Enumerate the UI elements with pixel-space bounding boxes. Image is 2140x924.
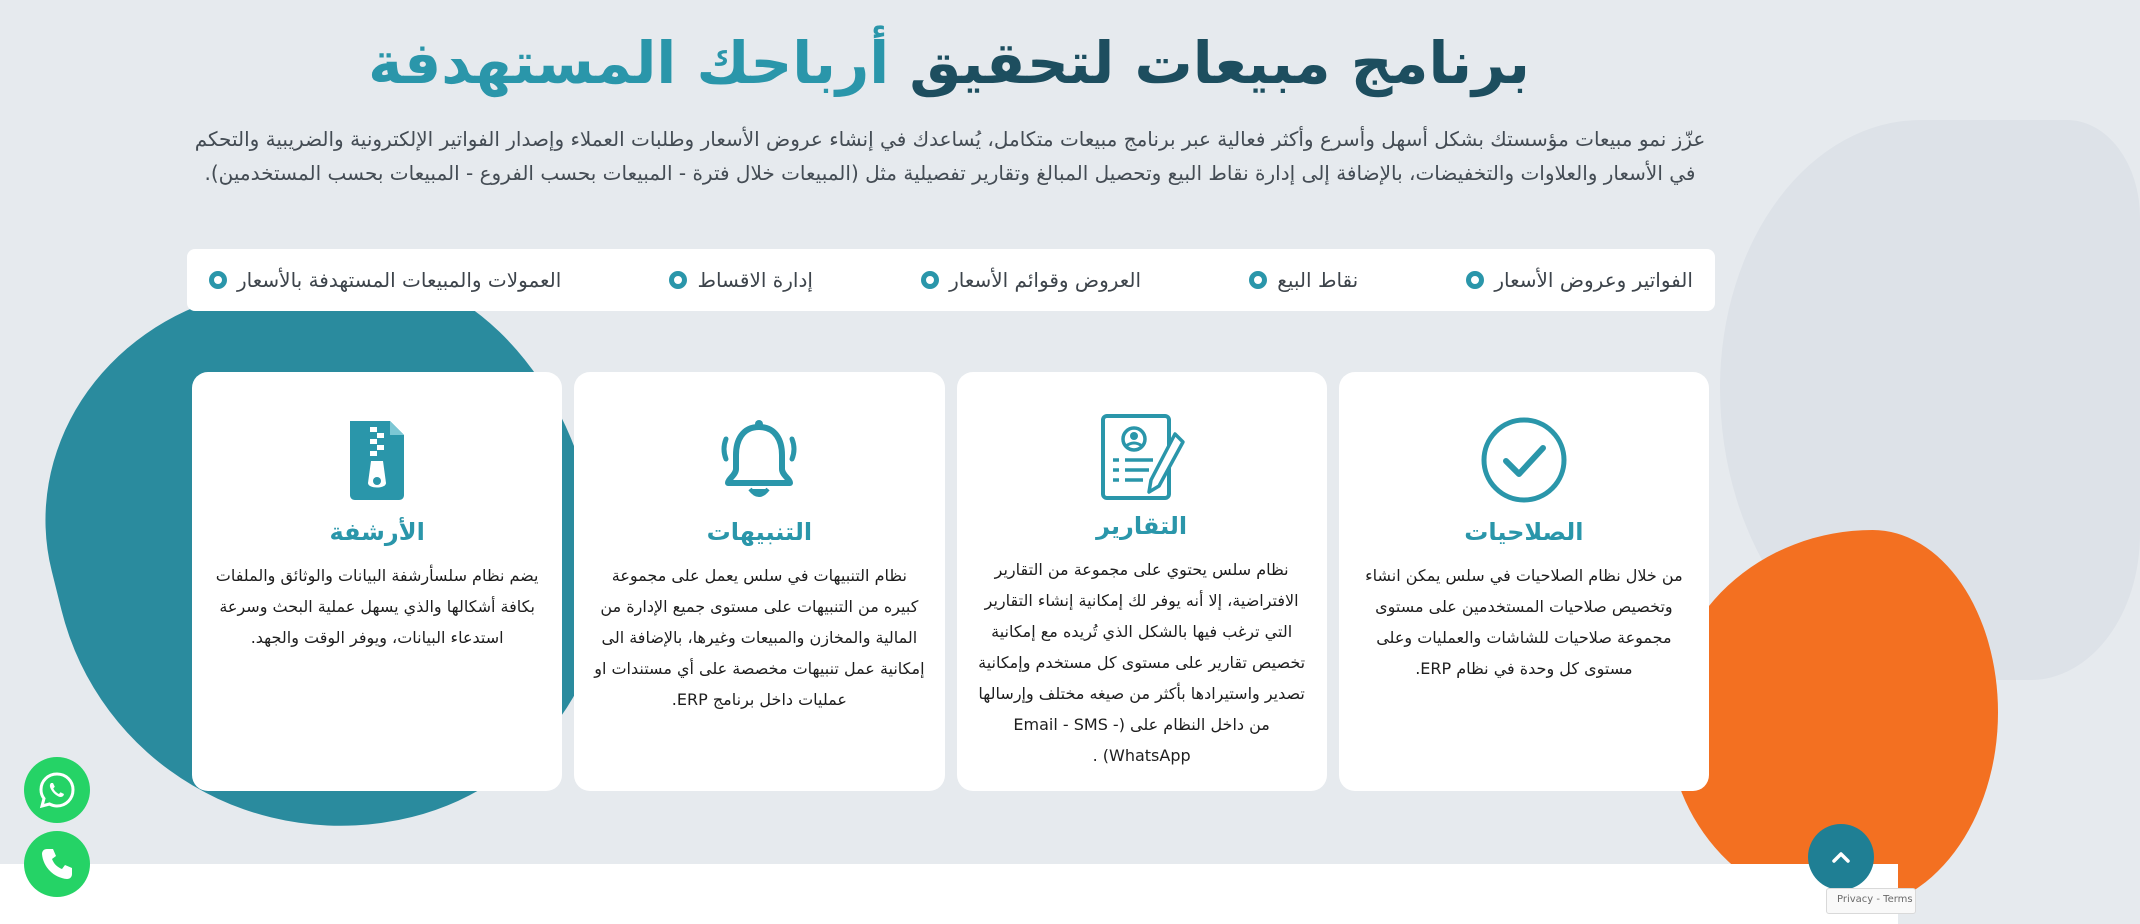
scroll-to-top-button[interactable]	[1808, 824, 1874, 890]
bullet-ring-icon	[921, 271, 939, 289]
bullet-ring-icon	[1249, 271, 1267, 289]
next-section-strip	[0, 864, 1898, 924]
card-permissions	[1339, 372, 1709, 791]
features-bar	[187, 249, 1715, 311]
page-title	[0, 26, 1898, 100]
bullet-ring-icon	[1466, 271, 1484, 289]
recaptcha-badge[interactable]	[1826, 888, 1916, 914]
whatsapp-icon	[37, 770, 77, 810]
bullet-ring-icon	[669, 271, 687, 289]
chevron-up-icon	[1827, 843, 1855, 871]
feature-item-offers[interactable]	[921, 268, 1141, 292]
feature-item-invoices[interactable]	[1466, 268, 1693, 292]
page-description: عزّز نمو مبيعات مؤسستك بشكل أسهل وأسرع وأكثر فعالية عبر برنامج مبيعات متكامل، يُساعدك في إنشاء عروض الأسعار وطلبات العملاء وإصدار الفواتير الإلكترونية والضريبية والتحكم في الأسعار والعلاوات والتخفيضات، بالإضافة إلى إدارة نقاط البيع وتحصيل المبالغ وتقارير تفصيلية مثل (المبيعات خلال فترة - المبيعات بحسب الفروع - المبيعات بحسب المستخدمين).	[194, 127, 1706, 185]
card-archiving	[192, 372, 562, 791]
check-circle-icon	[1476, 412, 1572, 508]
bell-icon	[711, 412, 807, 508]
feature-label: الفواتير وعروض الأسعار	[1494, 268, 1693, 292]
card-text: نظام التنبيهات في سلس يعمل على مجموعة كبيره من التنبيهات على مستوى جميع الإدارة من المالية والمخازن والمبيعات وغيرها، بالإضافة الى إمكانية عمل تنبيهات مخصصة على أي مستندات او عمليات داخل برنامج ERP.	[594, 566, 925, 709]
card-title: التنبيهات	[706, 518, 813, 546]
card-text: نظام سلس يحتوي على مجموعة من التقارير الافتراضية، إلا أنه يوفر لك إمكانية إنشاء التقارير التي ترغب فيها بالشكل الذي تُريده مع إمكانية تخصيص تقارير على مستوى كل مستخدم وإمكانية تصدير واستيرادها بأكثر من صيغه مختلف وإرسالها من داخل النظام على (Email - SMS - WhatsApp) .	[978, 560, 1306, 765]
card-title: الأرشفة	[329, 518, 425, 546]
page-title-accent: أرباحك المستهدفة	[368, 29, 890, 97]
bullet-ring-icon	[209, 271, 227, 289]
page-title-main: برنامج مبيعات لتحقيق	[909, 29, 1530, 97]
recaptcha-links[interactable]: Privacy - Terms	[1837, 894, 1913, 905]
whatsapp-button[interactable]	[24, 757, 90, 823]
feature-label: إدارة الاقساط	[697, 268, 813, 292]
feature-label: العمولات والمبيعات المستهدفة بالأسعار	[237, 268, 562, 292]
card-text: يضم نظام سلسأرشفة البيانات والوثائق والملفات بكافة أشكالها والذي يسهل عملية البحث وسرعة استدعاء البيانات، ويوفر الوقت والجهد.	[215, 566, 539, 647]
phone-call-button[interactable]	[24, 831, 90, 897]
feature-label: العروض وقوائم الأسعار	[949, 268, 1142, 292]
report-icon	[1094, 412, 1190, 502]
feature-label: نقاط البيع	[1277, 268, 1359, 292]
feature-item-commissions[interactable]	[209, 268, 561, 292]
feature-cards	[192, 372, 1709, 791]
card-title: الصلاحيات	[1464, 518, 1584, 546]
card-reports	[957, 372, 1327, 791]
card-notifications	[574, 372, 944, 791]
archive-file-icon	[329, 412, 425, 508]
card-title: التقارير	[1096, 512, 1188, 540]
card-text: من خلال نظام الصلاحيات في سلس يمكن انشاء وتخصيص صلاحيات المستخدمين على مستوى مجموعة صلاحيات للشاشات والعمليات وعلى مستوى كل وحدة في نظام ERP.	[1365, 566, 1683, 678]
phone-icon	[39, 846, 75, 882]
feature-item-pos[interactable]	[1249, 268, 1358, 292]
feature-item-installments[interactable]	[669, 268, 812, 292]
